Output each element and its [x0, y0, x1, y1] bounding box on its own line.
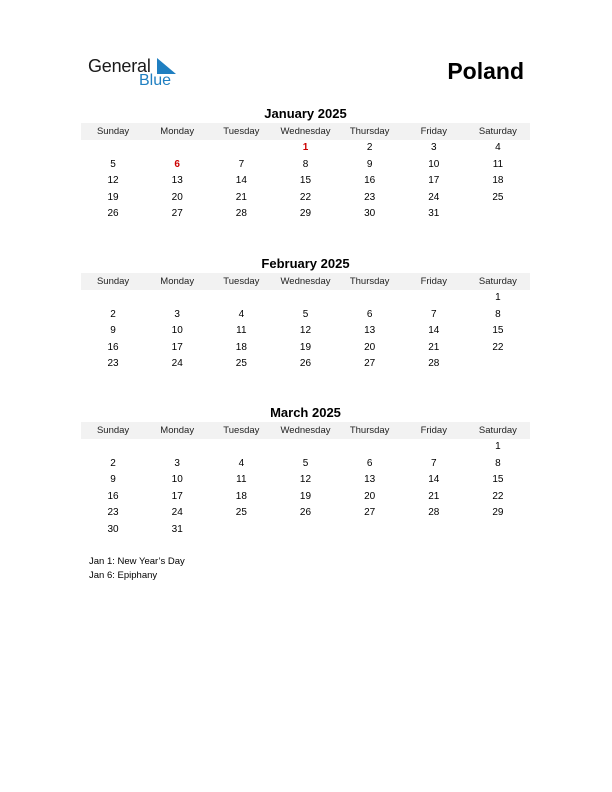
day-cell: 24	[171, 358, 183, 370]
day-cell: 15	[492, 325, 504, 337]
weekday-label: Tuesday	[223, 425, 260, 436]
empty-day-cell	[273, 290, 337, 307]
day-cell: 31	[428, 208, 440, 220]
day-cell: 29	[492, 507, 504, 519]
day-cell: 10	[428, 158, 440, 170]
empty-day-cell	[209, 290, 273, 307]
day-cell: 1	[495, 292, 501, 303]
day-cell: 8	[495, 457, 501, 469]
day-cell: 8	[495, 308, 501, 320]
day-cell: 25	[235, 507, 247, 519]
day-cell: 18	[235, 341, 247, 353]
weekday-label: Tuesday	[223, 276, 260, 287]
weekday-label: Wednesday	[280, 126, 331, 137]
day-cell: 22	[492, 341, 504, 353]
empty-day-cell	[209, 439, 273, 456]
day-cell: 24	[171, 507, 183, 519]
day-cell: 2	[366, 142, 373, 153]
weekday-label: Wednesday	[280, 276, 331, 287]
empty-day-cell	[402, 439, 466, 456]
day-cell: 27	[171, 208, 183, 220]
day-grid	[81, 439, 530, 539]
country-title: Poland	[447, 58, 524, 84]
empty-day-cell	[145, 140, 209, 157]
day-cell: 30	[107, 523, 119, 535]
empty-day-cell	[209, 522, 273, 539]
day-cell: 13	[364, 474, 376, 486]
day-cell: 23	[107, 507, 119, 519]
day-cell: 16	[107, 490, 119, 502]
weekday-label: Sunday	[96, 425, 130, 436]
day-cell: 10	[171, 325, 183, 337]
empty-day-cell	[209, 140, 273, 157]
weekday-label: Wednesday	[280, 425, 331, 436]
empty-day-cell	[466, 356, 530, 373]
day-cell: 6	[366, 308, 373, 320]
empty-day-cell	[402, 290, 466, 307]
weekday-label: Friday	[420, 126, 447, 137]
empty-day-cell	[81, 140, 145, 157]
day-cell: 1	[495, 441, 501, 452]
day-cell: 30	[364, 208, 376, 220]
day-cell: 15	[299, 175, 312, 187]
empty-day-cell	[145, 290, 209, 307]
day-cell: 18	[492, 175, 504, 187]
day-cell: 21	[235, 191, 247, 203]
holiday-note: Jan 1: New Year’s Day	[89, 556, 185, 567]
day-cell: 19	[299, 341, 312, 353]
day-cell: 25	[492, 191, 504, 203]
day-cell: 3	[174, 457, 180, 469]
day-cell: 18	[235, 490, 247, 502]
day-cell: 11	[236, 325, 247, 337]
holiday-day-cell: 1	[302, 142, 309, 153]
day-cell: 14	[428, 325, 440, 337]
month-title: March 2025	[270, 405, 341, 420]
weekday-label: Thursday	[349, 276, 390, 287]
day-cell: 14	[235, 175, 247, 187]
weekday-label: Monday	[160, 425, 195, 436]
empty-day-cell	[402, 522, 466, 539]
day-cell: 26	[299, 507, 312, 519]
month-title: January 2025	[264, 106, 347, 121]
day-cell: 13	[171, 175, 183, 187]
empty-day-cell	[145, 439, 209, 456]
day-cell: 31	[171, 523, 183, 535]
month-title: February 2025	[261, 256, 350, 271]
weekday-label: Monday	[160, 276, 195, 287]
day-cell: 3	[174, 308, 180, 320]
day-cell: 11	[236, 474, 247, 486]
day-cell: 12	[299, 325, 312, 337]
weekday-header	[81, 273, 530, 290]
month-february	[81, 255, 530, 373]
weekday-label: Sunday	[96, 276, 130, 287]
day-cell: 23	[364, 191, 376, 203]
weekday-label: Thursday	[349, 425, 390, 436]
day-cell: 4	[495, 142, 501, 153]
weekday-label: Friday	[420, 425, 447, 436]
day-cell: 10	[171, 474, 183, 486]
day-cell: 9	[366, 158, 373, 170]
empty-day-cell	[338, 522, 402, 539]
empty-day-cell	[338, 439, 402, 456]
day-cell: 17	[171, 341, 183, 353]
weekday-header	[81, 123, 530, 140]
day-cell: 26	[299, 358, 312, 370]
day-cell: 19	[107, 191, 119, 203]
day-cell: 28	[428, 507, 440, 519]
day-cell: 4	[238, 457, 245, 469]
day-cell: 8	[302, 158, 309, 170]
day-cell: 16	[364, 175, 376, 187]
day-cell: 22	[299, 191, 312, 203]
day-cell: 27	[364, 358, 376, 370]
weekday-label: Tuesday	[223, 126, 260, 137]
day-cell: 5	[302, 308, 309, 320]
day-cell: 23	[107, 358, 119, 370]
day-cell: 2	[110, 457, 116, 469]
day-cell: 7	[430, 457, 437, 469]
day-grid	[81, 140, 530, 223]
weekday-label: Saturday	[478, 126, 517, 137]
empty-day-cell	[81, 439, 145, 456]
day-cell: 5	[302, 457, 309, 469]
day-cell: 21	[428, 490, 440, 502]
day-cell: 14	[428, 474, 440, 486]
day-cell: 2	[110, 308, 116, 320]
day-cell: 4	[238, 308, 245, 320]
day-cell: 12	[299, 474, 312, 486]
empty-day-cell	[466, 522, 530, 539]
day-cell: 12	[107, 175, 119, 187]
day-cell: 13	[364, 325, 376, 337]
day-cell: 22	[492, 490, 504, 502]
empty-day-cell	[81, 290, 145, 307]
day-cell: 17	[428, 175, 440, 187]
empty-day-cell	[338, 290, 402, 307]
day-cell: 15	[492, 474, 504, 486]
day-cell: 26	[107, 208, 119, 220]
day-cell: 24	[428, 191, 440, 203]
day-cell: 28	[235, 208, 247, 220]
empty-day-cell	[466, 206, 530, 223]
day-cell: 29	[299, 208, 312, 220]
empty-day-cell	[273, 522, 337, 539]
day-cell: 6	[366, 457, 373, 469]
day-cell: 11	[492, 158, 504, 170]
day-cell: 20	[364, 341, 376, 353]
month-january	[81, 105, 530, 223]
day-cell: 9	[110, 474, 116, 486]
weekday-label: Saturday	[478, 425, 517, 436]
day-cell: 3	[430, 142, 437, 153]
weekday-label: Sunday	[96, 126, 130, 137]
day-cell: 28	[428, 358, 440, 370]
day-cell: 27	[364, 507, 376, 519]
day-cell: 7	[238, 158, 245, 170]
empty-day-cell	[273, 439, 337, 456]
weekday-label: Monday	[160, 126, 195, 137]
generalblue-logo	[88, 56, 188, 92]
day-cell: 20	[171, 191, 183, 203]
weekday-header	[81, 422, 530, 439]
month-march	[81, 404, 530, 539]
day-grid	[81, 290, 530, 373]
weekday-label: Friday	[420, 276, 447, 287]
day-cell: 17	[171, 490, 183, 502]
weekday-label: Saturday	[478, 276, 517, 287]
day-cell: 16	[107, 341, 119, 353]
day-cell: 9	[110, 325, 116, 337]
day-cell: 5	[110, 158, 116, 170]
holiday-notes	[89, 555, 185, 583]
logo-general-text: General	[88, 56, 151, 76]
day-cell: 7	[430, 308, 437, 320]
logo-blue-text: Blue	[139, 72, 172, 89]
day-cell: 20	[364, 490, 376, 502]
day-cell: 21	[428, 341, 440, 353]
day-cell: 25	[235, 358, 247, 370]
holiday-note: Jan 6: Epiphany	[89, 570, 158, 581]
holiday-day-cell: 6	[174, 158, 180, 170]
weekday-label: Thursday	[349, 126, 390, 137]
day-cell: 19	[299, 490, 312, 502]
